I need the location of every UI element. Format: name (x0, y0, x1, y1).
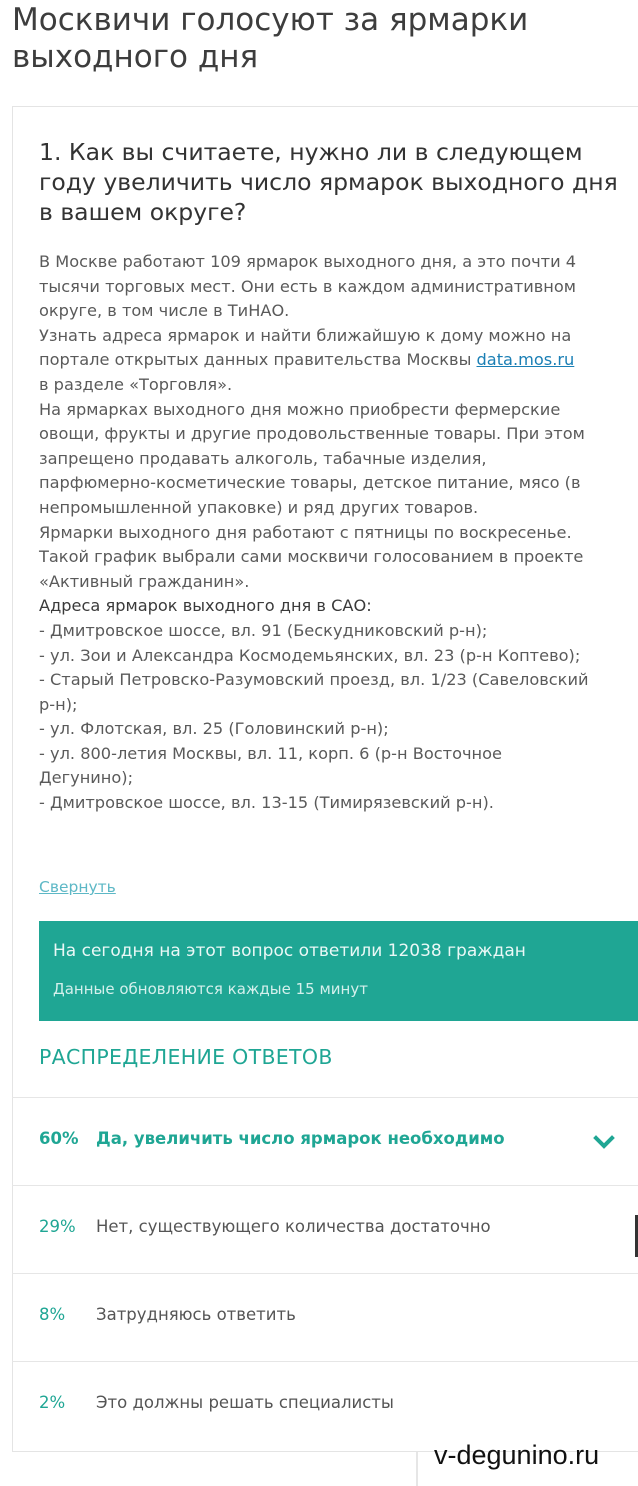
answered-count-text: На сегодня на этот вопрос ответили 12038 граждан (53, 941, 526, 961)
description-line: «Активный гражданин». (39, 571, 250, 591)
description-line: запрещено продавать алкоголь, табачные изделия, (39, 448, 487, 468)
check-icon (593, 1134, 615, 1150)
answer-percent: 60% (39, 1129, 79, 1148)
page-title: Москвичи голосуют за ярмарки выходного дня (12, 2, 529, 75)
stats-banner (39, 921, 638, 1021)
answer-percent: 8% (39, 1305, 66, 1324)
answer-row-unsure[interactable] (12, 1273, 638, 1361)
address-item: - Дмитровское шоссе, вл. 13-15 (Тимирязевский р-н). (39, 793, 494, 813)
answer-percent: 29% (39, 1217, 76, 1236)
update-note: Данные обновляются каждые 15 минут (53, 980, 368, 998)
address-item: - ул. 800-летия Москвы, вл. 11, корп. 6 (р-н Восточное (39, 743, 502, 763)
address-item: Дегунино); (39, 768, 134, 788)
description-line: в разделе «Торговля». (39, 374, 233, 394)
description-line: округе, в том числе в ТиНАО. (39, 301, 290, 321)
answer-label: Это должны решать специалисты (96, 1393, 394, 1412)
address-item: р-н); (39, 694, 78, 714)
description-line: непромышленной упаковке) и ряд других товаров. (39, 497, 479, 517)
description-line: Узнать адреса ярмарок и найти ближайшую к дому можно на (39, 325, 572, 345)
answer-row-no[interactable] (12, 1185, 638, 1273)
description-line: Такой график выбрали сами москвичи голосованием в проекте (39, 547, 584, 567)
description-line: В Москве работают 109 ярмарок выходного дня, а это почти 4 (39, 252, 577, 271)
description-line: тысячи торговых мест. Они есть в каждом административном (39, 276, 576, 296)
divider (416, 1452, 418, 1486)
address-item: - ул. Флотская, вл. 25 (Головинский р-н); (39, 719, 389, 739)
description-text: портале открытых данных правительства Москвы (39, 350, 477, 370)
description-line: На ярмарках выходного дня можно приобрести фермерские (39, 399, 561, 419)
address-item: - Дмитровское шоссе, вл. 91 (Бескудниковский р-н); (39, 620, 488, 640)
collapse-link[interactable]: Свернуть (39, 878, 116, 896)
data-mos-link[interactable]: data.mos.ru (476, 350, 575, 370)
answer-label: Да, увеличить число ярмарок необходимо (96, 1129, 505, 1148)
question-title: 1. Как вы считаете, нужно ли в следующем году увеличить число ярмарок выходного дня в вашем округе? (39, 138, 618, 226)
answer-label: Нет, существующего количества достаточно (96, 1217, 491, 1236)
description-line: овощи, фрукты и другие продовольственные товары. При этом (39, 424, 585, 444)
answer-row-specialists[interactable] (12, 1361, 638, 1449)
address-item: - ул. Зои и Александра Космодемьянских, вл. 23 (р-н Коптево); (39, 645, 581, 665)
address-item: - Старый Петровско-Разумовский проезд, вл. 1/23 (Савеловский (39, 670, 589, 690)
answers-list (12, 1097, 638, 1449)
description-line: парфюмерно-косметические товары, детское питание, мясо (в (39, 473, 581, 493)
question-description (39, 250, 637, 816)
description-line: Ярмарки выходного дня работают с пятницы по воскресенье. (39, 522, 572, 542)
answer-label: Затрудняюсь ответить (96, 1305, 296, 1324)
answer-percent: 2% (39, 1393, 66, 1412)
distribution-title: РАСПРЕДЕЛЕНИЕ ОТВЕТОВ (39, 1045, 333, 1069)
addresses-heading: Адреса ярмарок выходного дня в САО: (39, 596, 372, 616)
answer-row-yes[interactable] (12, 1097, 638, 1185)
description-line (39, 348, 637, 373)
watermark: v-degunino.ru (434, 1440, 600, 1470)
